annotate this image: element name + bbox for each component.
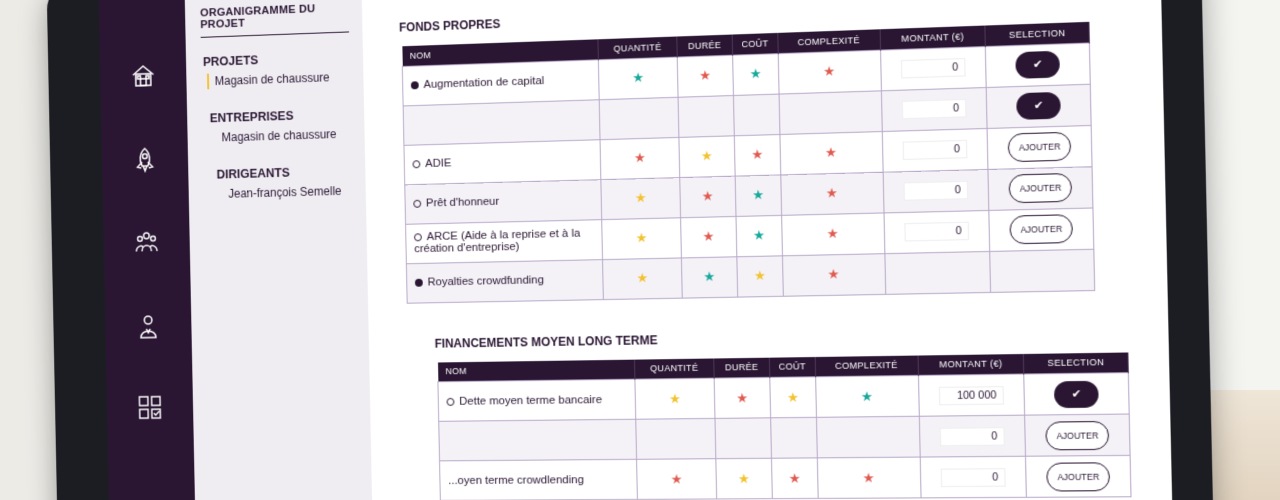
amount-cell xyxy=(920,456,1027,498)
row-name: ...oyen terme crowdlending xyxy=(448,473,584,487)
row-name-cell xyxy=(405,179,602,224)
rating-cell xyxy=(636,418,716,459)
rating-star-icon: ★ xyxy=(699,67,712,83)
rating-cell xyxy=(677,55,733,97)
rating-cell xyxy=(715,418,771,459)
app-screen xyxy=(98,0,1173,500)
rating-cell xyxy=(779,90,882,134)
moyen-long-terme-table xyxy=(437,352,1132,500)
rating-cell xyxy=(771,458,817,499)
selection-cell xyxy=(988,125,1093,169)
selection-cell xyxy=(1024,373,1129,415)
column-header-duree: DURÉE xyxy=(677,35,733,57)
sidebar-title: ORGANIGRAMME DU PROJET xyxy=(200,2,349,38)
amount-cell xyxy=(880,46,986,90)
add-button[interactable]: AJOUTER xyxy=(1010,214,1074,244)
amount-cell xyxy=(883,169,989,212)
rating-star-icon: ★ xyxy=(636,270,649,286)
rating-star-icon: ★ xyxy=(737,470,751,486)
row-name-cell xyxy=(406,219,603,263)
row-name: Royalties crowdfunding xyxy=(427,274,545,289)
rating-cell xyxy=(780,172,883,215)
rating-star-icon: ★ xyxy=(826,225,839,242)
row-name: ADIE xyxy=(425,157,452,170)
rating-cell xyxy=(733,94,779,136)
row-status-marker xyxy=(415,279,423,287)
rating-star-icon: ★ xyxy=(824,144,838,161)
selected-toggle-button[interactable]: ✔ xyxy=(1016,51,1061,79)
row-name-cell xyxy=(440,459,638,500)
section-title-moyen-long-terme: FINANCEMENTS MOYEN LONG TERME xyxy=(434,332,658,351)
rating-star-icon: ★ xyxy=(632,69,645,86)
rating-star-icon: ★ xyxy=(753,267,766,284)
column-header-selection: SELECTION xyxy=(1024,352,1129,374)
rating-cell xyxy=(602,217,682,259)
row-name: Prêt d'honneur xyxy=(425,195,500,210)
rating-cell xyxy=(637,459,717,500)
rating-star-icon: ★ xyxy=(668,390,681,406)
column-header-montant: MONTANT (€) xyxy=(918,353,1024,375)
amount-cell xyxy=(919,415,1026,457)
moyen-long-terme-section xyxy=(427,325,1151,500)
amount-cell xyxy=(882,128,988,172)
fonds-propres-table xyxy=(401,22,1095,303)
rating-cell xyxy=(771,417,817,458)
row-name-cell xyxy=(439,419,637,461)
column-header-duree: DURÉE xyxy=(714,357,770,378)
rating-star-icon: ★ xyxy=(634,190,647,206)
row-name: Dette moyen terme bancaire xyxy=(459,393,603,408)
rating-cell xyxy=(681,256,737,297)
column-header-cout: COÛT xyxy=(732,33,778,55)
rating-cell xyxy=(770,377,816,418)
rating-cell xyxy=(716,458,772,499)
rating-star-icon: ★ xyxy=(702,228,715,244)
row-name-cell xyxy=(438,379,636,421)
column-header-selection: SELECTION xyxy=(985,22,1089,46)
column-header-complexite: COMPLEXITÉ xyxy=(777,29,880,53)
column-header-quantite: QUANTITÉ xyxy=(634,358,714,379)
rating-cell xyxy=(734,134,780,176)
selected-toggle-button[interactable]: ✔ xyxy=(1016,92,1061,120)
row-name-cell xyxy=(404,139,601,184)
rating-star-icon: ★ xyxy=(825,185,838,201)
rating-cell xyxy=(681,216,737,257)
column-header-complexite: COMPLEXITÉ xyxy=(815,355,918,377)
section-head-projets: PROJETS xyxy=(202,53,259,69)
rating-star-icon: ★ xyxy=(670,471,683,487)
rating-star-icon: ★ xyxy=(736,389,749,406)
column-header-nom: NOM xyxy=(402,39,598,66)
rating-cell xyxy=(737,255,783,296)
amount-input[interactable]: 0 xyxy=(904,222,969,242)
rating-star-icon: ★ xyxy=(703,268,716,285)
section-title-fonds-propres: FONDS PROPRES xyxy=(398,16,501,35)
fonds-propres-section xyxy=(391,0,1146,303)
row-name-cell xyxy=(406,259,603,303)
settings-grid-icon[interactable] xyxy=(133,390,167,425)
icon-rail xyxy=(98,0,196,500)
rating-star-icon: ★ xyxy=(749,65,762,82)
rating-cell xyxy=(780,131,883,174)
selected-toggle-button[interactable]: ✔ xyxy=(1054,380,1099,407)
rating-cell xyxy=(680,176,736,218)
rating-cell xyxy=(817,457,921,498)
row-status-marker xyxy=(412,160,420,168)
row-status-marker xyxy=(411,81,419,89)
sidebar-item-dirigeant[interactable]: Jean-françois Semelle xyxy=(228,184,342,201)
amount-cell xyxy=(884,210,990,253)
column-header-cout: COÛT xyxy=(769,357,815,378)
add-button[interactable]: AJOUTER xyxy=(1009,173,1073,203)
amount-input[interactable]: 0 xyxy=(941,468,1006,487)
amount-cell xyxy=(885,251,991,294)
rating-cell xyxy=(599,97,679,139)
rating-star-icon: ★ xyxy=(788,470,801,486)
rating-cell xyxy=(816,416,920,458)
table-row xyxy=(440,455,1131,500)
column-header-nom: NOM xyxy=(438,359,635,382)
row-status-marker xyxy=(447,397,455,405)
add-button[interactable]: AJOUTER xyxy=(1046,462,1110,491)
section-head-dirigeants: DIRIGEANTS xyxy=(216,165,290,182)
amount-input[interactable]: 0 xyxy=(901,58,966,78)
amount-input[interactable]: 0 xyxy=(902,99,967,119)
rating-star-icon: ★ xyxy=(786,389,799,405)
rating-cell xyxy=(600,137,680,179)
rating-star-icon: ★ xyxy=(751,146,764,163)
home-icon[interactable] xyxy=(126,58,160,94)
rating-star-icon: ★ xyxy=(752,227,765,243)
rating-cell xyxy=(815,375,919,417)
rating-star-icon: ★ xyxy=(633,149,646,166)
section-head-entreprises: ENTREPRISES xyxy=(209,108,294,126)
selection-cell xyxy=(989,207,1094,250)
selection-cell xyxy=(1026,455,1131,497)
rating-cell xyxy=(635,378,715,419)
team-icon[interactable] xyxy=(129,225,163,261)
rating-star-icon: ★ xyxy=(862,469,875,485)
row-name-cell xyxy=(402,59,599,105)
row-status-marker xyxy=(414,233,422,241)
table-row xyxy=(438,373,1129,422)
rating-star-icon: ★ xyxy=(860,388,874,404)
amount-cell xyxy=(881,87,987,131)
rating-cell xyxy=(679,135,735,177)
rating-cell xyxy=(601,177,681,219)
row-name: Augmentation de capital xyxy=(423,75,545,91)
selection-cell xyxy=(1025,414,1130,456)
column-header-montant: MONTANT (€) xyxy=(880,26,986,50)
rating-star-icon: ★ xyxy=(823,63,836,79)
row-name-cell xyxy=(403,99,600,145)
sidebar-item-entreprise[interactable]: Magasin de chaussure xyxy=(221,127,337,145)
amount-input[interactable]: 0 xyxy=(903,140,968,160)
add-button[interactable]: AJOUTER xyxy=(1008,132,1072,163)
rating-star-icon: ★ xyxy=(701,188,714,204)
rating-cell xyxy=(678,95,734,137)
rating-star-icon: ★ xyxy=(827,266,840,282)
rating-star-icon: ★ xyxy=(752,186,765,203)
tablet-bezel xyxy=(47,0,1215,500)
rating-cell xyxy=(736,215,782,256)
row-status-marker xyxy=(413,200,421,208)
add-button[interactable]: AJOUTER xyxy=(1045,420,1109,449)
main-content xyxy=(361,0,1173,500)
selection-cell xyxy=(990,249,1095,292)
rating-cell xyxy=(598,57,678,100)
amount-input[interactable]: 0 xyxy=(940,427,1005,446)
rating-cell xyxy=(735,174,781,216)
rating-star-icon: ★ xyxy=(700,148,713,164)
project-sidebar xyxy=(184,0,373,500)
sidebar-item-projet[interactable]: Magasin de chaussure xyxy=(201,70,350,89)
column-header-quantite: QUANTITÉ xyxy=(598,37,677,60)
selection-cell xyxy=(988,166,1093,210)
row-name: ARCE (Aide à la reprise et à la création d'entreprise) xyxy=(414,227,581,256)
rating-cell xyxy=(781,212,884,255)
section-projets xyxy=(201,50,350,88)
rating-cell xyxy=(778,50,881,94)
person-icon[interactable] xyxy=(131,308,165,343)
section-dirigeants xyxy=(215,164,353,201)
selection-cell xyxy=(987,84,1091,128)
table-row xyxy=(439,414,1130,461)
rating-cell xyxy=(782,253,885,296)
rocket-icon[interactable] xyxy=(128,141,162,177)
section-entreprises xyxy=(208,107,351,145)
rating-cell xyxy=(714,377,770,418)
amount-cell xyxy=(918,374,1025,416)
rating-cell xyxy=(603,257,683,299)
rating-cell xyxy=(732,53,778,95)
rating-star-icon: ★ xyxy=(635,230,648,246)
amount-input[interactable]: 100 000 xyxy=(939,386,1004,405)
amount-input[interactable]: 0 xyxy=(904,181,969,201)
selection-cell xyxy=(986,42,1090,87)
